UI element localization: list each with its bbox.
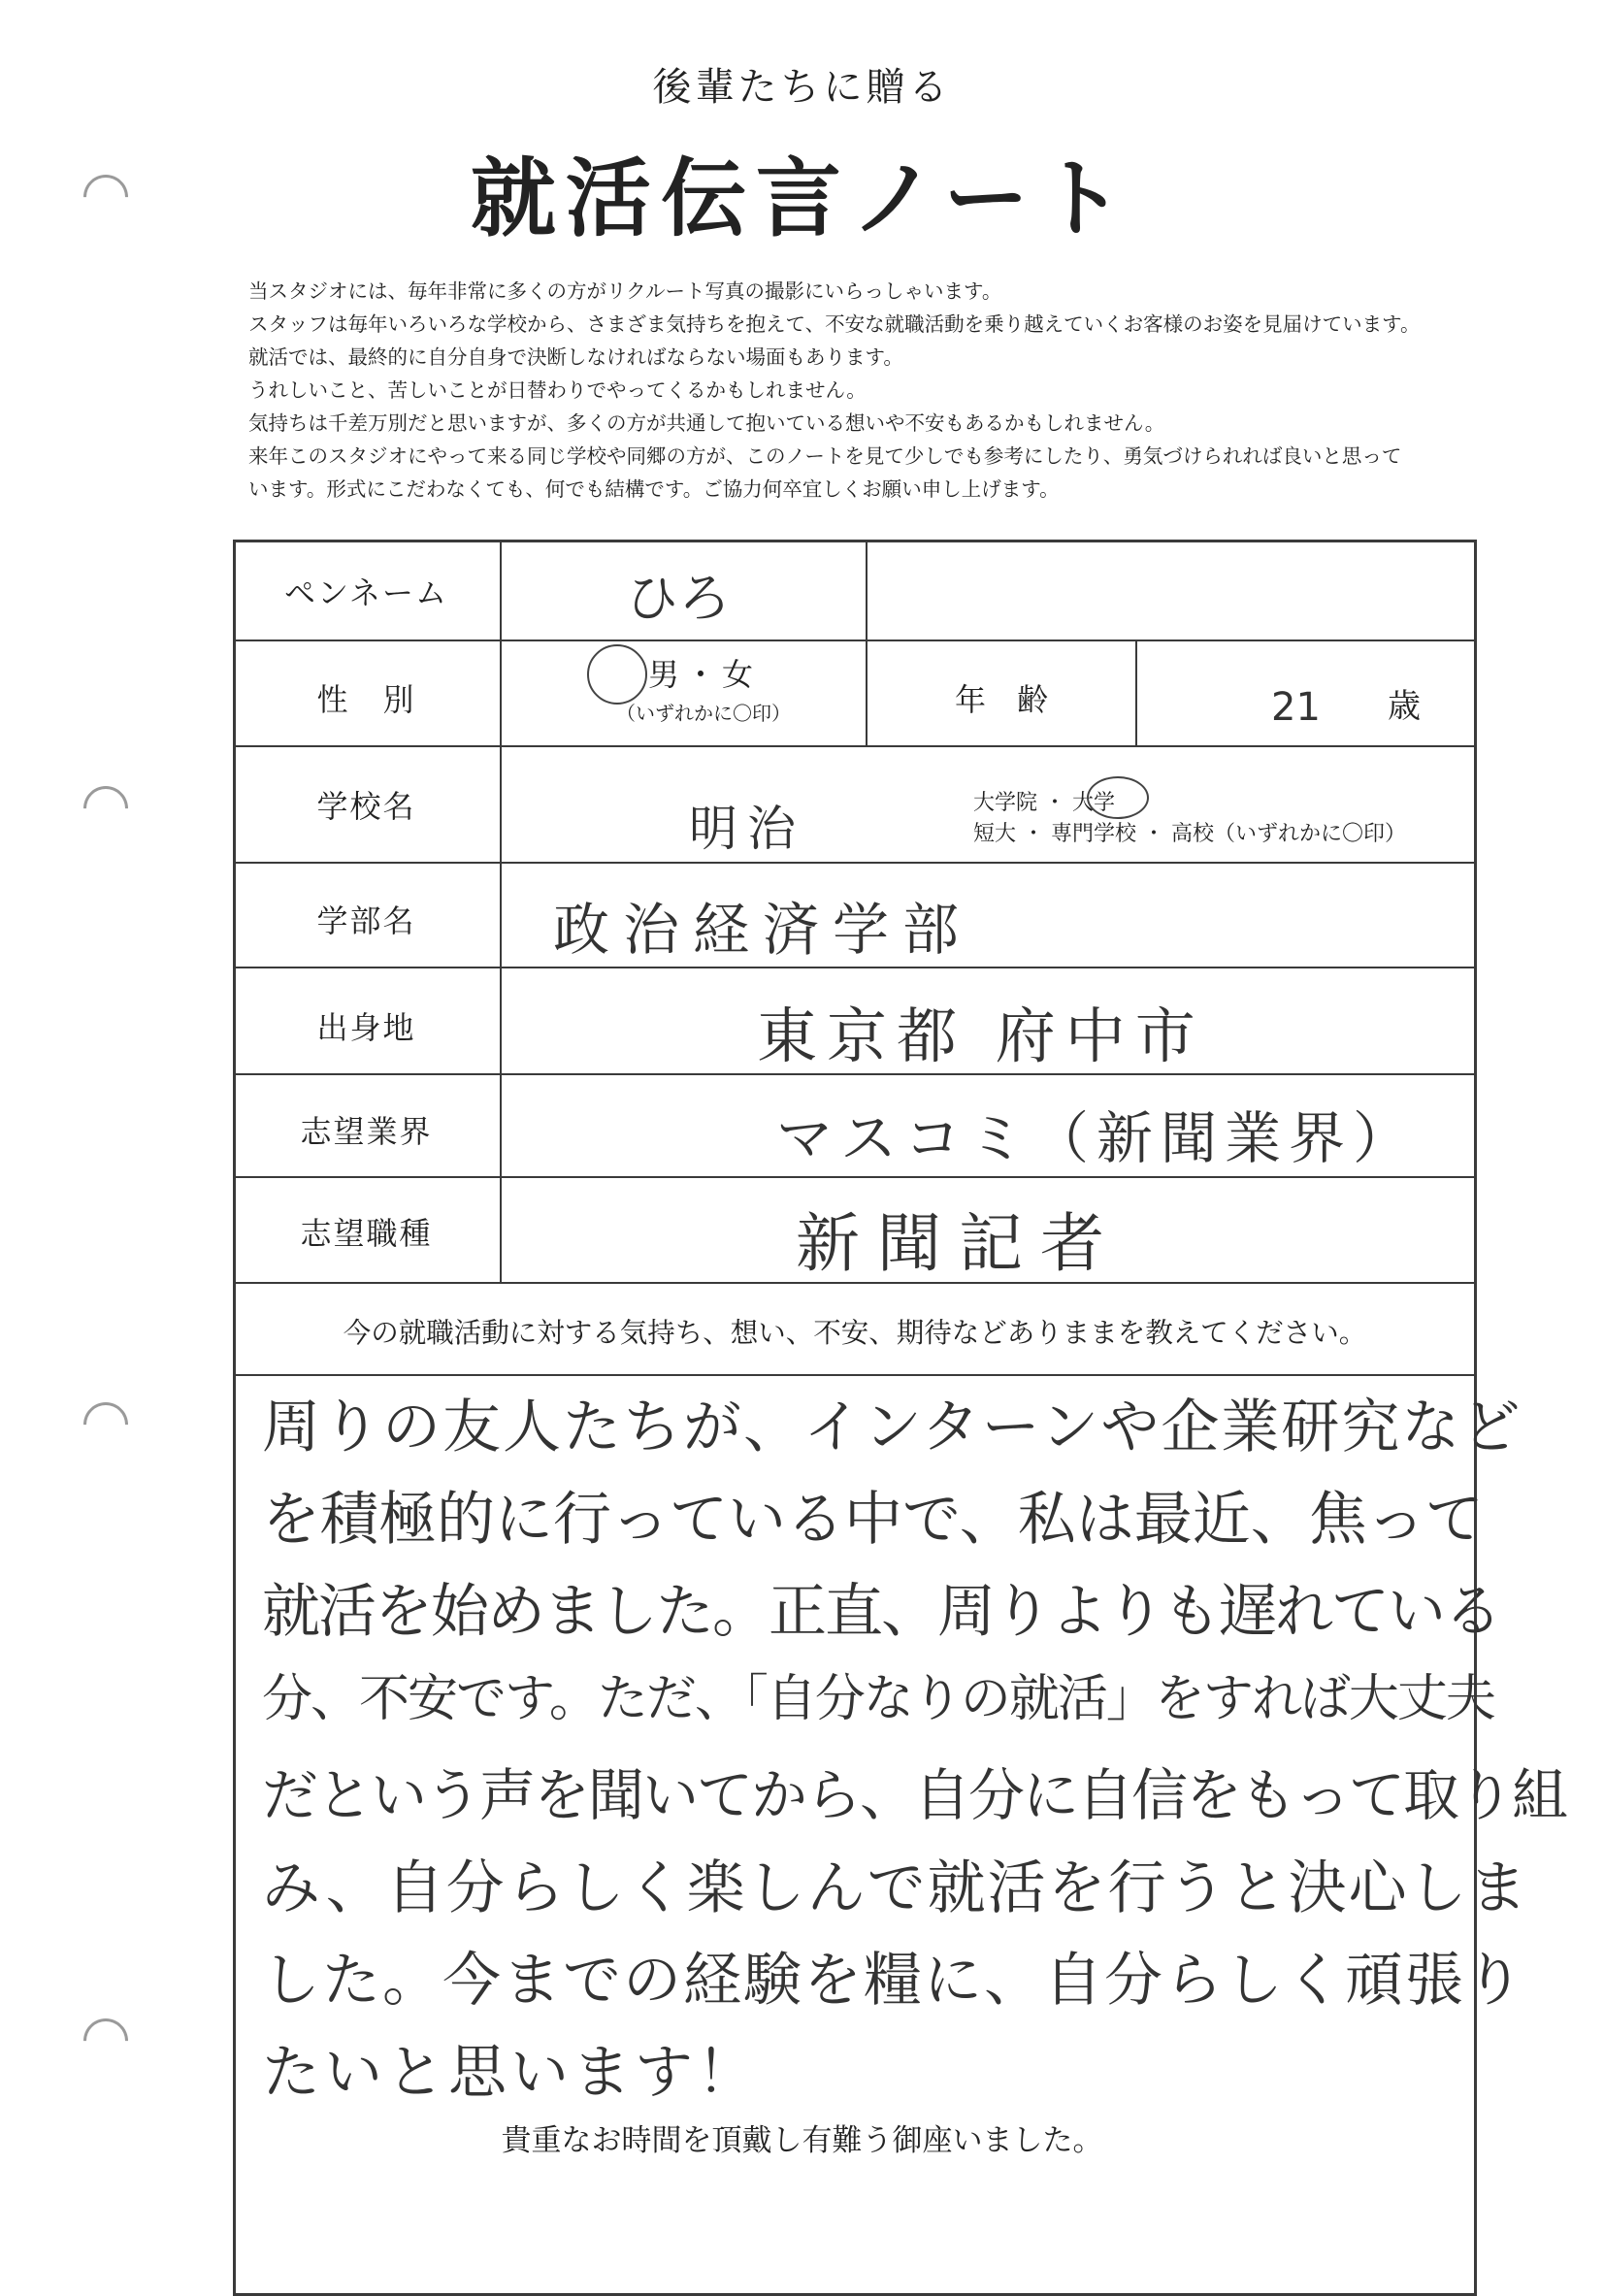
page-subtitle: 後輩たちに贈る <box>652 65 952 110</box>
school-type-circle <box>1087 776 1149 819</box>
binder-hole <box>74 2009 137 2072</box>
pen-name-label: ペンネーム <box>283 574 449 611</box>
gender-note: （いずれかに〇印） <box>616 702 791 725</box>
school-type-line2: 短大 ・ 専門学校 ・ 高校（いずれかに〇印） <box>973 822 1406 846</box>
intro-line: スタッフは毎年いろいろな学校から、さまざま気持ちを抱えて、不安な就職活動を乗り越えていくお客様のお姿を見届けています。 <box>248 312 1421 336</box>
intro-line: 気持ちは千差万別だと思いますが、多くの方が共通して抱いている想いや不安もあるかもしれません。 <box>248 411 1165 435</box>
school-type-line1: 大学院 ・ 大学 <box>973 791 1115 815</box>
answer-line: を積極的に行っている中で、私は最近、焦って <box>262 1486 1484 1554</box>
answer-line: たいと思います！ <box>262 2039 759 2107</box>
row-divider <box>233 640 1477 641</box>
row-divider <box>233 1374 1477 1376</box>
answer-line: み、自分らしく楽しんで就活を行うと決心しま <box>262 1854 1529 1922</box>
row-divider <box>233 967 1477 968</box>
form-border <box>233 540 1477 542</box>
hometown-value: 東京都 府中市 <box>757 1000 1205 1071</box>
gender-label: 性 別 <box>316 681 416 718</box>
job-value: 新聞記者 <box>796 1206 1122 1281</box>
age-value: 21 <box>1271 685 1321 730</box>
age-unit: 歳 <box>1388 687 1421 726</box>
intro-line: います。形式にこだわなくても、何でも結構です。ご協力何卒宜しくお願い申し上げます。 <box>248 477 1060 501</box>
gender-options: 男・女 <box>647 656 759 693</box>
row-divider <box>233 745 1477 747</box>
intro-line: 来年このスタジオにやって来る同じ学校や同郷の方が、このノートを見て少しでも参考にしたり、勇気づけられれば良いと思って <box>248 444 1402 468</box>
school-label: 学校名 <box>316 788 416 825</box>
industry-label: 志望業界 <box>300 1113 433 1150</box>
hometown-label: 出身地 <box>316 1009 416 1046</box>
column-divider <box>1135 640 1137 745</box>
intro-line: 当スタジオには、毎年非常に多くの方がリクルート写真の撮影にいらっしゃいます。 <box>248 279 1002 303</box>
answer-line: した。今までの経験を糧に、自分らしく頑張り <box>262 1947 1525 2015</box>
binder-hole <box>74 776 137 839</box>
column-divider <box>500 540 502 1282</box>
gender-circle <box>587 644 647 705</box>
school-value: 明治 <box>689 801 805 857</box>
job-label: 志望職種 <box>300 1215 433 1252</box>
row-divider <box>233 862 1477 864</box>
answer-prompt: 今の就職活動に対する気持ち、想い、不安、期待などありままを教えてください。 <box>343 1317 1367 1349</box>
answer-line: だという声を聞いてから、自分に自信をもって取り組 <box>262 1762 1567 1828</box>
questionnaire-form <box>233 540 1567 2296</box>
industry-value: マスコミ（新聞業界） <box>776 1105 1418 1171</box>
footer-thanks: 貴重なお時間を頂戴し有難う御座いました。 <box>501 2123 1103 2158</box>
intro-line: 就活では、最終的に自分自身で決断しなければならない場面もあります。 <box>248 345 903 369</box>
age-label: 年 齢 <box>954 681 1048 718</box>
answer-line: 就活を始めました。正直、周りよりも遅れている <box>262 1578 1500 1646</box>
answer-line: 周りの友人たちが、インターンや企業研究など <box>262 1394 1522 1461</box>
faculty-label: 学部名 <box>316 902 416 939</box>
faculty-value: 政治経済学部 <box>553 897 973 963</box>
row-divider <box>233 1176 1477 1178</box>
binder-hole <box>74 1393 137 1456</box>
page-title: 就活伝言ノート <box>470 148 1134 248</box>
pen-name-value: ひろ <box>626 568 731 629</box>
intro-text <box>248 275 1578 506</box>
answer-line: 分、不安です。ただ、「自分なりの就活」をすれば大丈夫 <box>262 1670 1494 1728</box>
intro-line: うれしいこと、苦しいことが日替わりでやってくるかもしれません。 <box>248 378 867 402</box>
